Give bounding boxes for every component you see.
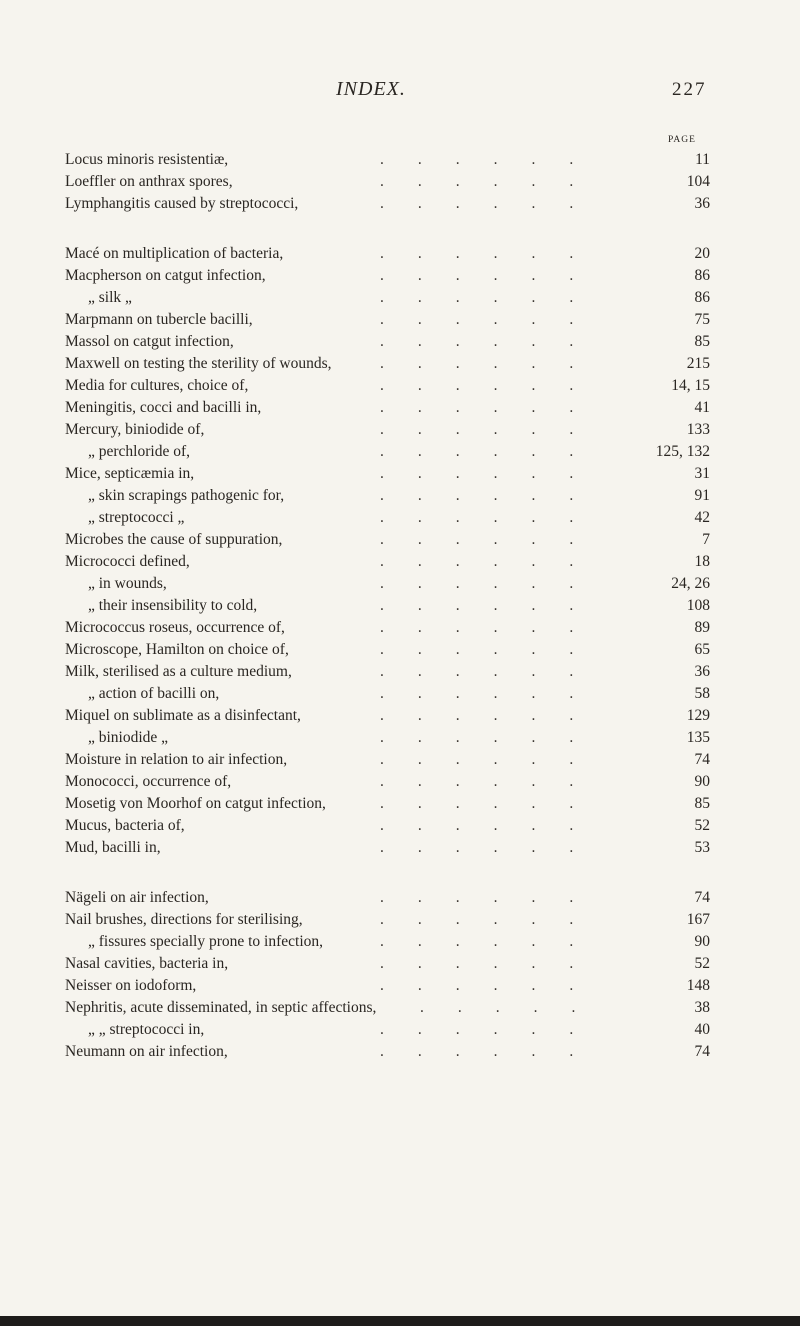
entry-text: Microscope, Hamilton on choice of, — [65, 641, 289, 658]
index-body — [0, 149, 800, 1063]
index-entry — [0, 441, 800, 463]
leader-dots: ...... — [380, 795, 608, 812]
entry-text: „ action of bacilli on, — [88, 685, 220, 702]
entry-page: 215 — [686, 355, 710, 372]
entry-page: 108 — [686, 597, 710, 614]
leader-dots: ...... — [380, 773, 608, 790]
index-entry — [0, 551, 800, 573]
index-entry — [0, 909, 800, 931]
entry-page: 75 — [694, 311, 710, 328]
index-entry — [0, 353, 800, 375]
entry-text: Monococci, occurrence of, — [65, 773, 232, 790]
index-entry — [0, 727, 800, 749]
entry-text: „ perchloride of, — [88, 443, 190, 460]
index-entry — [0, 815, 800, 837]
entry-text: Lymphangitis caused by streptococci, — [65, 195, 299, 212]
index-entry — [0, 265, 800, 287]
index-entry — [0, 193, 800, 215]
leader-dots: ...... — [380, 377, 608, 394]
index-group — [0, 243, 800, 859]
entry-text: Loeffler on anthrax spores, — [65, 173, 233, 190]
entry-text: Nasal cavities, bacteria in, — [65, 955, 229, 972]
entry-page: 135 — [686, 729, 710, 746]
entry-text: „ biniodide „ — [88, 729, 169, 746]
entry-text: „ fissures specially prone to infection, — [88, 933, 324, 950]
entry-page: 85 — [694, 333, 710, 350]
entry-page: 148 — [686, 977, 710, 994]
leader-dots: ...... — [380, 911, 608, 928]
leader-dots: ...... — [380, 575, 608, 592]
index-entry — [0, 683, 800, 705]
entry-text: Nägeli on air infection, — [65, 889, 209, 906]
leader-dots: ...... — [380, 355, 608, 372]
entry-page: 86 — [694, 267, 710, 284]
bottom-rule — [0, 1316, 800, 1326]
leader-dots: ...... — [380, 817, 608, 834]
entry-page: 18 — [694, 553, 710, 570]
entry-page: 91 — [694, 487, 710, 504]
entry-text: Micrococci defined, — [65, 553, 190, 570]
entry-text: Micrococcus roseus, occurrence of, — [65, 619, 285, 636]
entry-page: 41 — [694, 399, 710, 416]
index-entry — [0, 463, 800, 485]
index-entry — [0, 529, 800, 551]
page-header — [0, 78, 800, 104]
index-entry — [0, 595, 800, 617]
page-column-heading: PAGE — [668, 135, 696, 145]
leader-dots: ...... — [380, 977, 608, 994]
leader-dots: ...... — [380, 245, 608, 262]
entry-text: Mosetig von Moorhof on catgut infection, — [65, 795, 326, 812]
entry-text: „ „ streptococci in, — [88, 1021, 205, 1038]
index-entry — [0, 617, 800, 639]
entry-page: 167 — [686, 911, 710, 928]
entry-page: 42 — [694, 509, 710, 526]
index-entry — [0, 149, 800, 171]
leader-dots: ...... — [380, 619, 608, 636]
index-entry — [0, 887, 800, 909]
leader-dots: ...... — [380, 443, 608, 460]
entry-text: Nephritis, acute disseminated, in septic affections, — [65, 999, 377, 1016]
leader-dots: ...... — [380, 1021, 608, 1038]
entry-page: 24, 26 — [671, 575, 710, 592]
entry-page: 53 — [694, 839, 710, 856]
page-number: 227 — [672, 79, 707, 100]
index-entry — [0, 419, 800, 441]
leader-dots: ...... — [380, 889, 608, 906]
entry-text: Nail brushes, directions for sterilising, — [65, 911, 303, 928]
index-group — [0, 149, 800, 215]
index-entry — [0, 397, 800, 419]
entry-text: Mercury, biniodide of, — [65, 421, 205, 438]
entry-page: 85 — [694, 795, 710, 812]
entry-page: 74 — [694, 1043, 710, 1060]
entry-text: „ streptococci „ — [88, 509, 185, 526]
entry-page: 125, 132 — [655, 443, 710, 460]
leader-dots: ...... — [380, 597, 608, 614]
leader-dots: ...... — [380, 267, 608, 284]
leader-dots: ...... — [380, 289, 608, 306]
leader-dots: ...... — [380, 173, 608, 190]
index-entry — [0, 1041, 800, 1063]
leader-dots: ...... — [380, 531, 608, 548]
entry-text: Macpherson on catgut infection, — [65, 267, 266, 284]
entry-page: 90 — [694, 933, 710, 950]
entry-page: 7 — [702, 531, 710, 548]
entry-text: „ skin scrapings pathogenic for, — [88, 487, 285, 504]
leader-dots: ...... — [380, 663, 608, 680]
entry-page: 58 — [694, 685, 710, 702]
entry-text: Neumann on air infection, — [65, 1043, 228, 1060]
index-entry — [0, 837, 800, 859]
index-entry — [0, 997, 800, 1019]
entry-text: Mice, septicæmia in, — [65, 465, 195, 482]
leader-dots: ...... — [380, 421, 608, 438]
entry-text: „ silk „ — [88, 289, 132, 306]
leader-dots: ...... — [380, 399, 608, 416]
entry-page: 38 — [694, 999, 710, 1016]
index-entry — [0, 1019, 800, 1041]
entry-page: 90 — [694, 773, 710, 790]
entry-page: 20 — [694, 245, 710, 262]
index-entry — [0, 793, 800, 815]
entry-text: Miquel on sublimate as a disinfectant, — [65, 707, 301, 724]
leader-dots: ...... — [380, 707, 608, 724]
leader-dots: ...... — [380, 1043, 608, 1060]
leader-dots: ...... — [380, 333, 608, 350]
index-entry — [0, 771, 800, 793]
entry-text: Microbes the cause of suppuration, — [65, 531, 283, 548]
entry-page: 52 — [694, 955, 710, 972]
entry-text: Macé on multiplication of bacteria, — [65, 245, 284, 262]
entry-text: Moisture in relation to air infection, — [65, 751, 288, 768]
leader-dots: ...... — [380, 641, 608, 658]
entry-page: 74 — [694, 751, 710, 768]
entry-page: 74 — [694, 889, 710, 906]
entry-text: Milk, sterilised as a culture medium, — [65, 663, 292, 680]
leader-dots: ...... — [380, 195, 608, 212]
index-entry — [0, 573, 800, 595]
entry-text: Media for cultures, choice of, — [65, 377, 249, 394]
entry-page: 36 — [694, 195, 710, 212]
leader-dots: ...... — [380, 933, 608, 950]
leader-dots: ...... — [380, 465, 608, 482]
entry-page: 14, 15 — [671, 377, 710, 394]
index-entry — [0, 749, 800, 771]
index-entry — [0, 331, 800, 353]
index-entry — [0, 243, 800, 265]
entry-text: Marpmann on tubercle bacilli, — [65, 311, 253, 328]
leader-dots: ...... — [380, 839, 608, 856]
entry-text: Maxwell on testing the sterility of wounds, — [65, 355, 332, 372]
index-entry — [0, 287, 800, 309]
entry-page: 133 — [686, 421, 710, 438]
index-entry — [0, 931, 800, 953]
index-entry — [0, 171, 800, 193]
leader-dots: ...... — [380, 729, 608, 746]
entry-page: 40 — [694, 1021, 710, 1038]
entry-page: 129 — [686, 707, 710, 724]
index-group — [0, 887, 800, 1063]
entry-text: Neisser on iodoform, — [65, 977, 197, 994]
entry-page: 52 — [694, 817, 710, 834]
leader-dots: ...... — [380, 151, 608, 168]
index-entry — [0, 309, 800, 331]
entry-text: Massol on catgut infection, — [65, 333, 234, 350]
entry-page: 11 — [695, 151, 710, 168]
entry-page: 104 — [686, 173, 710, 190]
leader-dots: ...... — [380, 311, 608, 328]
leader-dots: ...... — [380, 509, 608, 526]
index-entry — [0, 639, 800, 661]
entry-text: Mud, bacilli in, — [65, 839, 161, 856]
index-entry — [0, 705, 800, 727]
index-entry — [0, 975, 800, 997]
leader-dots: ...... — [380, 553, 608, 570]
leader-dots: ..... — [420, 999, 610, 1016]
entry-text: Locus minoris resistentiæ, — [65, 151, 229, 168]
entry-text: Mucus, bacteria of, — [65, 817, 185, 834]
index-entry — [0, 375, 800, 397]
index-entry — [0, 953, 800, 975]
entry-page: 31 — [694, 465, 710, 482]
entry-page: 65 — [694, 641, 710, 658]
index-entry — [0, 507, 800, 529]
entry-page: 36 — [694, 663, 710, 680]
running-title: INDEX. — [336, 78, 406, 100]
index-entry — [0, 661, 800, 683]
index-entry — [0, 485, 800, 507]
leader-dots: ...... — [380, 685, 608, 702]
entry-text: Meningitis, cocci and bacilli in, — [65, 399, 262, 416]
entry-page: 89 — [694, 619, 710, 636]
leader-dots: ...... — [380, 955, 608, 972]
entry-text: „ in wounds, — [88, 575, 167, 592]
entry-page: 86 — [694, 289, 710, 306]
entry-text: „ their insensibility to cold, — [88, 597, 258, 614]
leader-dots: ...... — [380, 487, 608, 504]
leader-dots: ...... — [380, 751, 608, 768]
